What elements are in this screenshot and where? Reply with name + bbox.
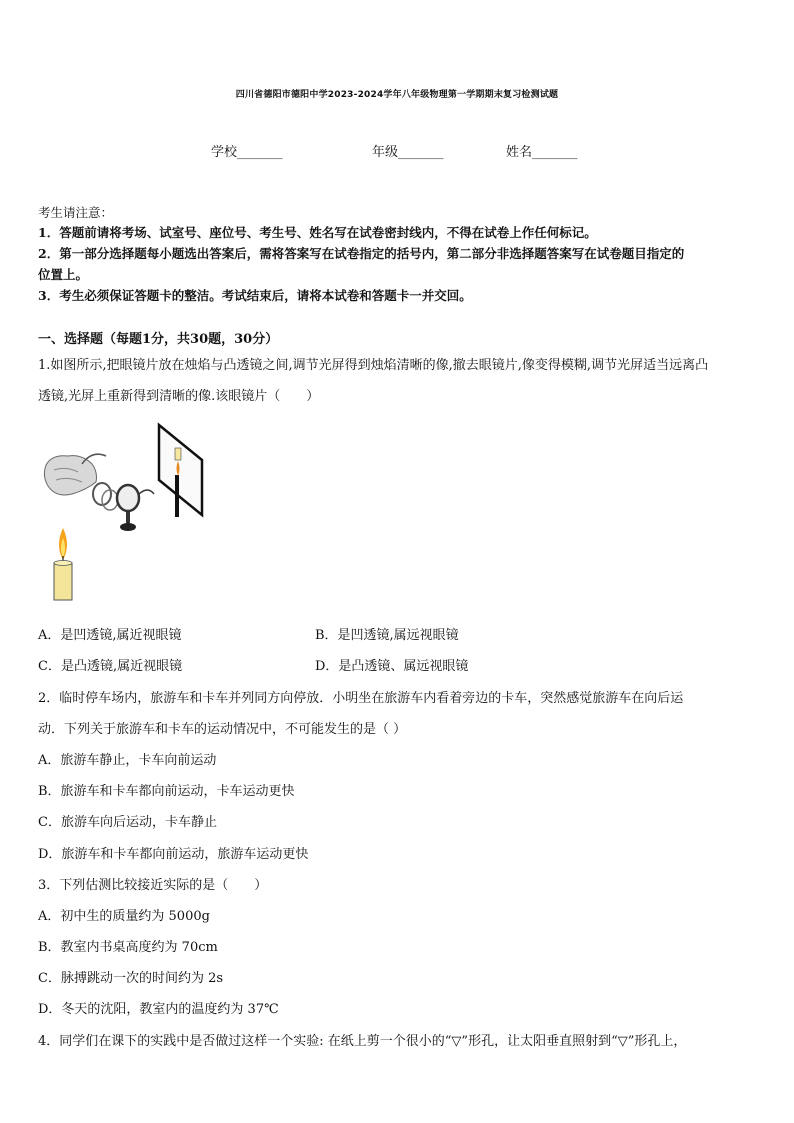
convex-lens-icon — [117, 485, 154, 531]
q2-option-b: B．旅游车和卡车都向前运动，卡车运动更快 — [38, 784, 295, 799]
section-heading: 一、选择题（每题1分，共30题，30分） — [38, 332, 279, 347]
q2-stem-line2: 动．下列关于旅游车和卡车的运动情况中，不可能发生的是（ ） — [38, 722, 407, 737]
notice-heading: 考生请注意： — [38, 205, 114, 220]
q3-option-c: C．脉搏跳动一次的时间约为 2s — [38, 971, 224, 986]
q1-stem-line2: 透镜,光屏上重新得到清晰的像.该眼镜片（ ） — [38, 389, 320, 404]
q1-option-d: D．是凸透镜、属远视眼镜 — [315, 659, 469, 674]
grade-field: 年级_______ — [372, 145, 444, 160]
school-field: 学校_______ — [211, 145, 283, 160]
q3-option-a: A．初中生的质量约为 5000g — [38, 909, 210, 924]
name-field: 姓名_______ — [506, 145, 578, 160]
q1-stem-line1: 1.如图所示,把眼镜片放在烛焰与凸透镜之间,调节光屏得到烛焰清晰的像,撤去眼镜片,像变得模糊,调节光屏适当远离凸 — [38, 358, 709, 373]
q1-option-a: A．是凹透镜,属近视眼镜 — [38, 628, 182, 643]
q1-option-c: C．是凸透镜,属近视眼镜 — [38, 659, 183, 674]
notice-item-1: 1．答题前请将考场、试室号、座位号、考生号、姓名写在试卷密封线内，不得在试卷上作任何标记。 — [38, 225, 597, 240]
hand-with-glasses-icon — [44, 454, 118, 510]
notice-item-3: 3．考生必须保证答题卡的整洁。考试结束后，请将本试卷和答题卡一并交回。 — [38, 288, 472, 303]
q4-stem-line1: 4．同学们在课下的实践中是否做过这样一个实验: 在纸上剪一个很小的“▽”形孔，让太阳垂直照射到“▽”形孔上， — [38, 1034, 687, 1049]
notice-item-2-cont: 位置上。 — [38, 267, 89, 282]
candle-icon — [54, 528, 72, 600]
q2-option-c: C．旅游车向后运动，卡车静止 — [38, 815, 217, 830]
q3-stem: 3．下列估测比较接近实际的是（ ） — [38, 878, 268, 893]
q1-option-b: B．是凹透镜,属远视眼镜 — [315, 628, 459, 643]
q2-stem-line1: 2．临时停车场内，旅游车和卡车并列同方向停放．小明坐在旅游车内看着旁边的卡车，突然感觉旅游车在向后运 — [38, 691, 684, 706]
page-title: 四川省德阳市德阳中学2023-2024学年八年级物理第一学期期末复习检测试题 — [235, 90, 559, 100]
q3-option-b: B．教室内书桌高度约为 70cm — [38, 940, 218, 955]
light-screen-icon — [159, 425, 202, 517]
q2-option-d: D．旅游车和卡车都向前运动，旅游车运动更快 — [38, 847, 309, 862]
q2-option-a: A．旅游车静止，卡车向前运动 — [38, 753, 217, 768]
q3-option-d: D．冬天的沈阳，教室内的温度约为 37℃ — [38, 1002, 279, 1017]
lens-experiment-figure — [42, 420, 212, 605]
notice-item-2: 2．第一部分选择题每小题选出答案后，需将答案写在试卷指定的括号内，第二部分非选择题答案写在试卷题目指定的 — [38, 246, 685, 261]
